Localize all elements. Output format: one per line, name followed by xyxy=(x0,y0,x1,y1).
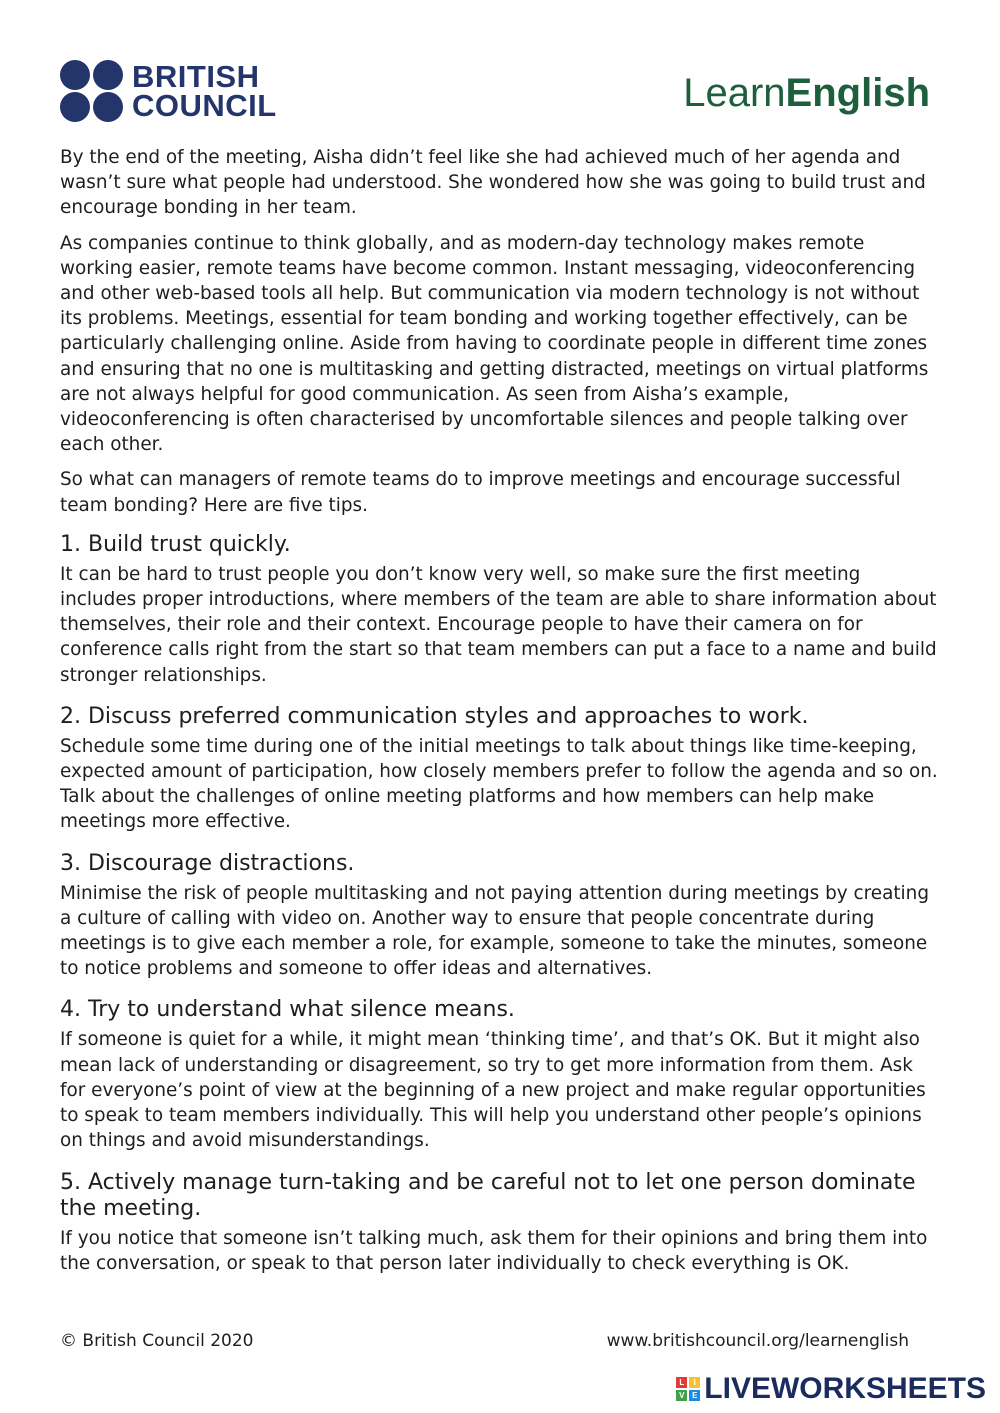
page-header xyxy=(0,0,1000,140)
learnenglish-english: English xyxy=(785,71,930,115)
tip-2-body: Schedule some time during one of the initial meetings to talk about things like time-keeping, expected amount of participation, how closely members prefer to follow the agenda and so on. Talk about the challenges of online meeting platforms and how members can help make meetings more effective. xyxy=(60,735,938,833)
tip-5-body: If you notice that someone isn’t talking much, ask them for their opinions and bring them into the conversation, or speak to that person later individually to check everything is OK. xyxy=(60,1227,928,1274)
copyright-text: © British Council 2020 xyxy=(60,1331,254,1351)
logo-dot xyxy=(60,92,90,122)
tip-1-heading: 1. Build trust quickly. xyxy=(60,531,291,557)
intro-paragraph-3: So what can managers of remote teams do to improve meetings and encourage successful team bonding? Here are five tips. xyxy=(60,469,901,516)
tip-5-heading: 5. Actively manage turn-taking and be careful not to let one person dominate the meeting. xyxy=(60,1169,916,1221)
logo-dot xyxy=(93,92,123,122)
british-council-wordmark xyxy=(132,59,277,123)
wordmark-line-2: COUNCIL xyxy=(132,88,277,123)
tip-2-heading: 2. Discuss preferred communication styles and approaches to work. xyxy=(60,703,809,729)
british-council-logo[interactable] xyxy=(60,60,277,122)
liveworksheets-icon xyxy=(676,1377,700,1401)
icon-letter-i: I xyxy=(689,1377,700,1388)
wordmark-line-1: BRITISH xyxy=(132,59,260,94)
learnenglish-logo[interactable] xyxy=(683,70,930,116)
icon-letter-e: E xyxy=(689,1390,700,1401)
liveworksheets-wordmark: LIVEWORKSHEETS xyxy=(704,1372,986,1405)
website-link[interactable]: www.britishcouncil.org/learnenglish xyxy=(606,1331,909,1351)
logo-dot xyxy=(93,60,123,90)
learnenglish-learn: Learn xyxy=(683,71,786,115)
page-footer xyxy=(60,1331,909,1351)
icon-letter-l: L xyxy=(676,1377,687,1388)
british-council-dots-icon xyxy=(60,60,124,122)
tip-3-heading: 3. Discourage distractions. xyxy=(60,850,355,876)
tip-1-body: It can be hard to trust people you don’t know very well, so make sure the first meeting includes proper introductions, where members of the team are able to share information about themselves, their role and their context. Encourage people to have their camera on for conference calls right from the start so that team members can put a face to a name and build stronger relationships. xyxy=(60,563,937,686)
logo-dot xyxy=(60,60,90,90)
liveworksheets-logo[interactable] xyxy=(676,1372,986,1406)
intro-paragraph-2: As companies continue to think globally, and as modern-day technology makes remote working easier, remote teams have become common. Instant messaging, videoconferencing and other web-based tools all help. But communication via modern technology is not without its problems. Meetings, essential for team bonding and working together effectively, can be particularly challenging online. Aside from having to coordinate people in different time zones and ensuring that no one is multitasking and getting distracted, meetings on virtual platforms are not always helpful for good communication. As seen from Aisha’s example, videoconferencing is often characterised by uncomfortable silences and people talking over each other. xyxy=(60,232,929,456)
tip-4-heading: 4. Try to understand what silence means. xyxy=(60,997,515,1023)
intro-paragraph-1: By the end of the meeting, Aisha didn’t feel like she had achieved much of her agenda and wasn’t sure what people had understood. She wondered how she was going to build trust and encourage bonding in her team. xyxy=(60,147,926,219)
icon-letter-v: V xyxy=(676,1390,687,1401)
tip-4-body: If someone is quiet for a while, it might mean ‘thinking time’, and that’s OK. But it might also mean lack of understanding or disagreement, so try to get more information from them. Ask for everyone’s point of view at the beginning of a new project and make regular opportunities to speak to team members individually. This will help you understand other people’s opinions on things and avoid misunderstandings. xyxy=(60,1029,926,1152)
tip-3-body: Minimise the risk of people multitasking and not paying attention during meetings by creating a culture of calling with video on. Another way to ensure that people concentrate during meetings is to give each member a role, for example, someone to take the minutes, someone to notice problems and someone to offer ideas and alternatives. xyxy=(60,882,929,980)
article-body xyxy=(60,145,942,1286)
